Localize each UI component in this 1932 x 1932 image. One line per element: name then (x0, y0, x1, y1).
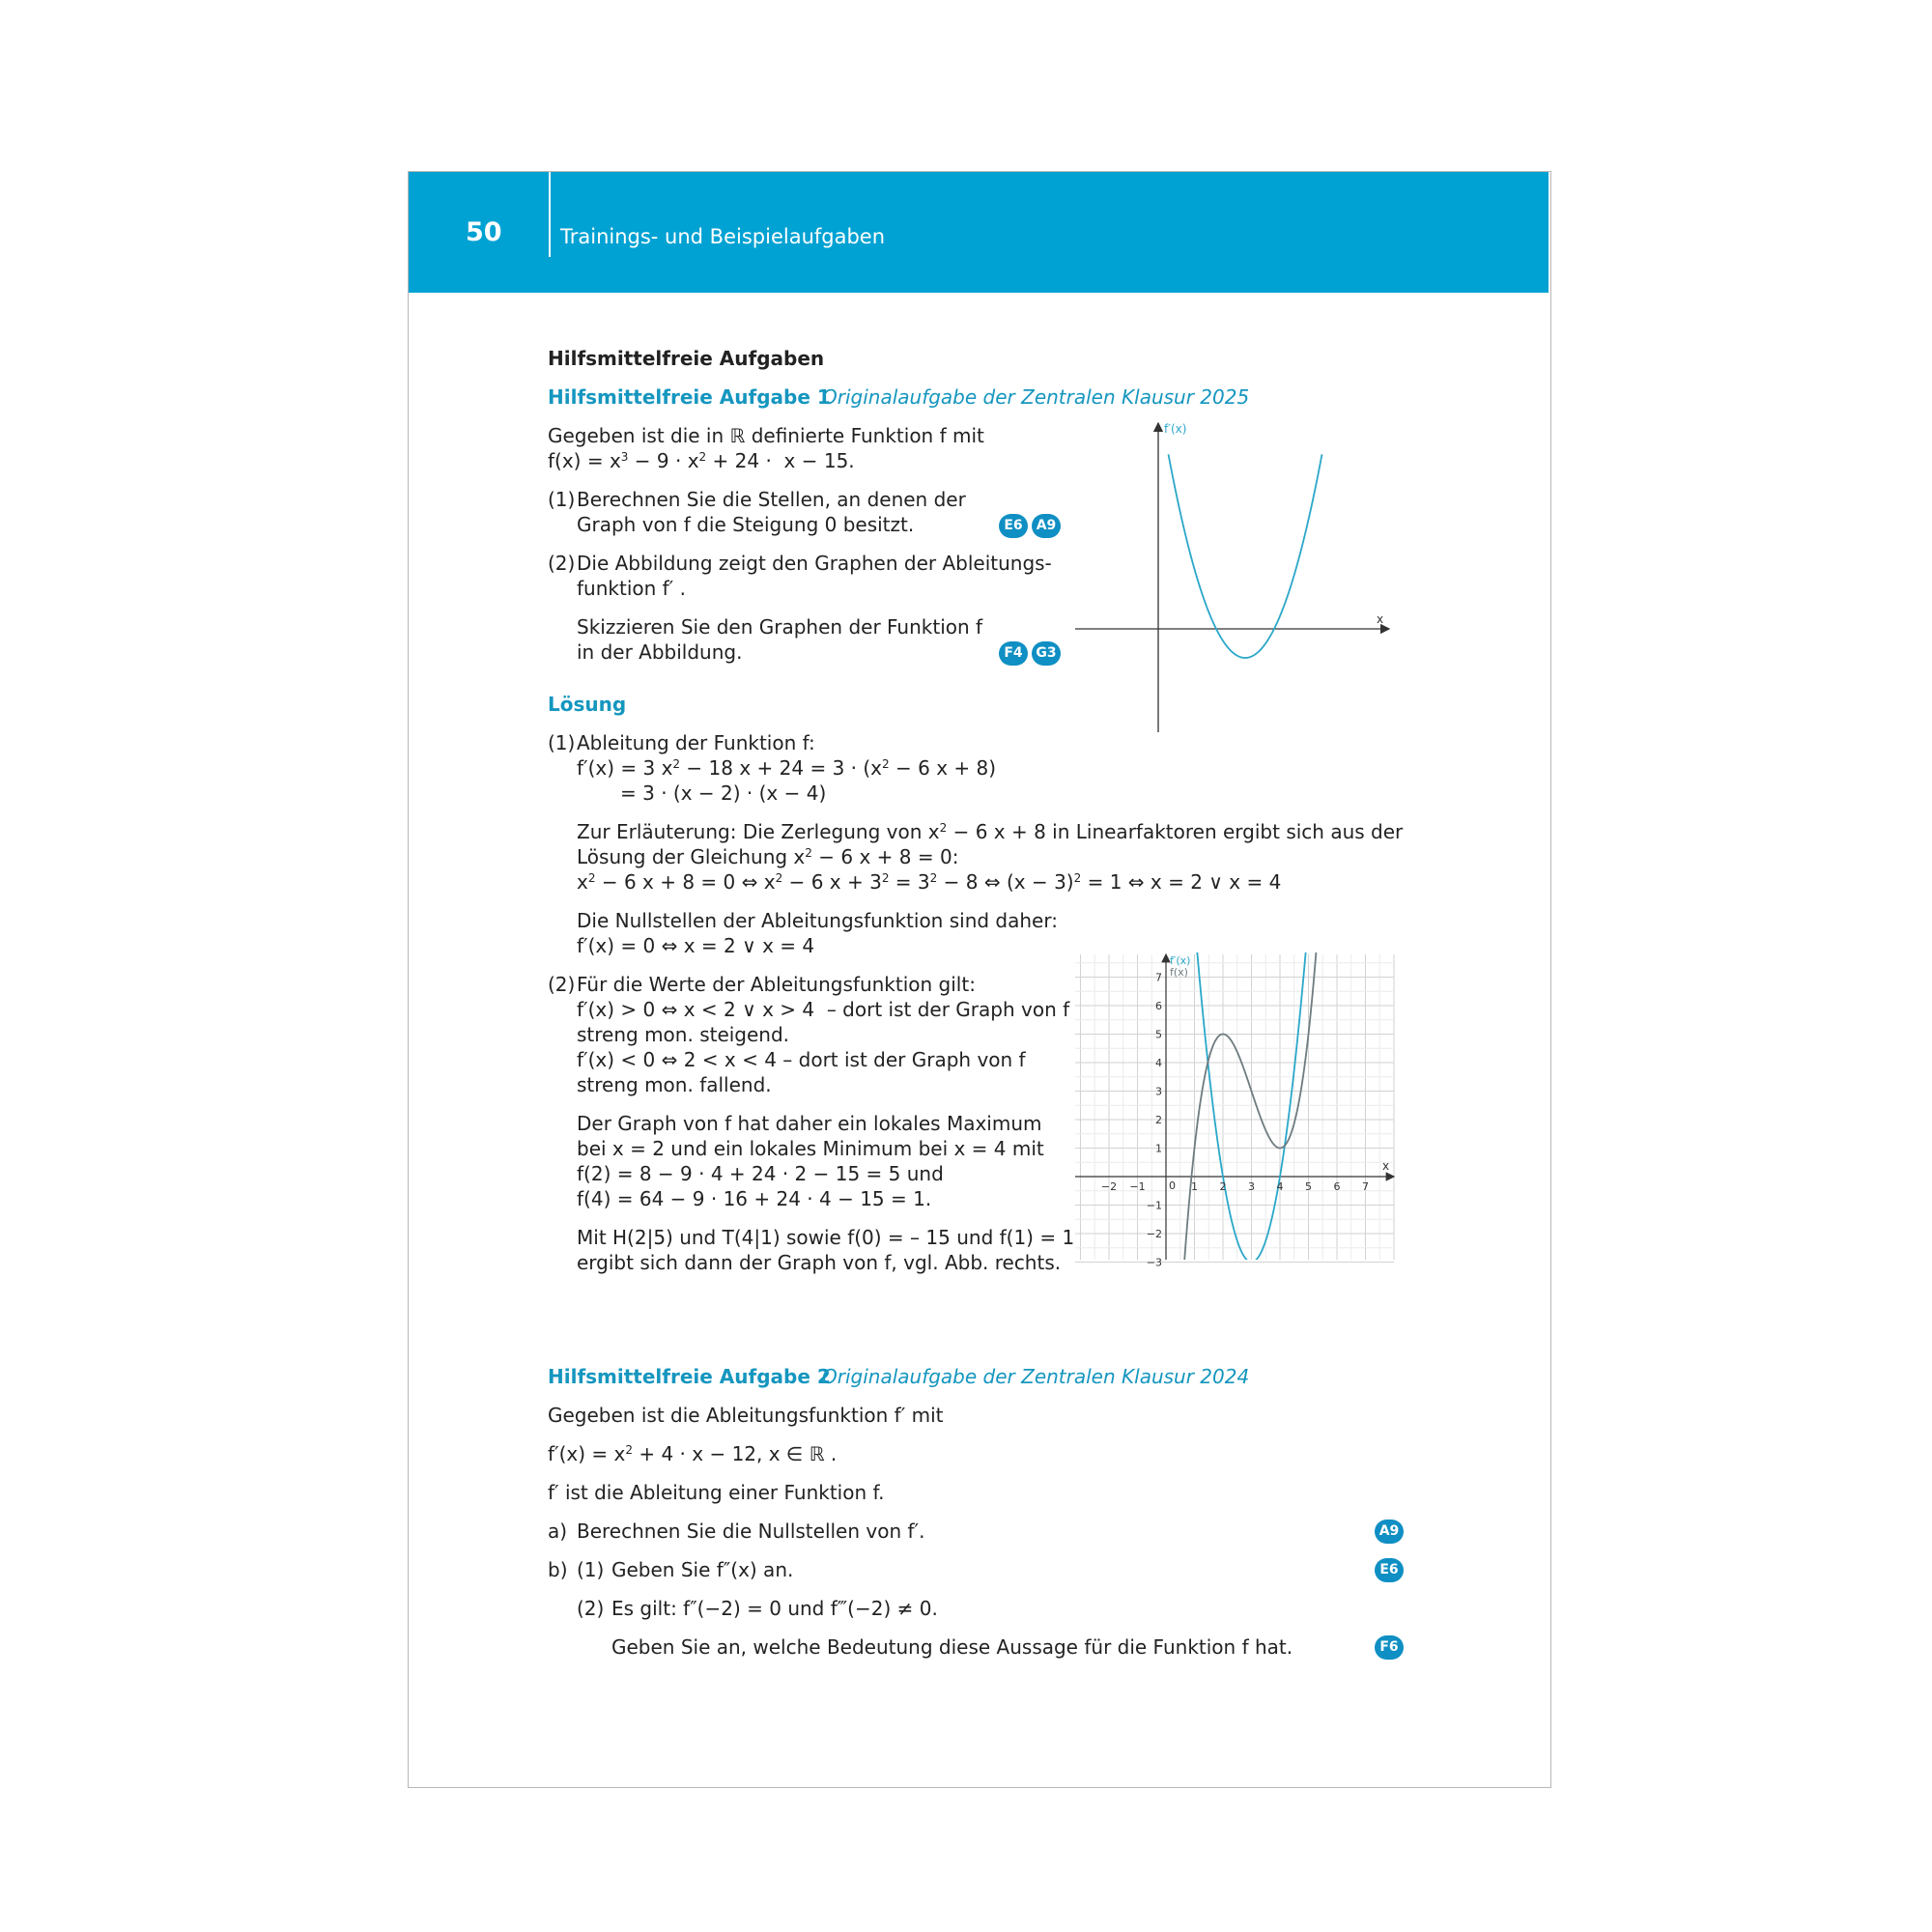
task1-part2-line2: funktion f′ . (577, 577, 686, 600)
task2-b2-text: Es gilt: f″(−2) = 0 und f‴(−2) ≠ 0. (611, 1597, 938, 1620)
task2-b2-number: (2) (577, 1597, 605, 1620)
badge-g3: G3 (1032, 641, 1061, 666)
solution1-zeros1: Die Nullstellen der Ableitungsfunktion sind daher: (577, 909, 1058, 932)
badge-e6-task2: E6 (1375, 1558, 1404, 1582)
x-axis-label: x (1382, 1159, 1390, 1173)
task1-intro: Gegeben ist die in ℝ definierte Funktion f mit (548, 424, 984, 447)
badge-f4: F4 (999, 641, 1028, 666)
task1-part1-line2: Graph von f die Steigung 0 besitzt. (577, 513, 915, 536)
x-tick-label: 4 (1276, 1180, 1284, 1193)
f-label: f(x) (1170, 966, 1188, 979)
solution1-line2: f′(x) = 3 $x^2 - 18$ $x + 24 = 3 \cdot (x^2 - 6$ x + 8) (577, 756, 997, 780)
y-tick-label: 1 (1155, 1142, 1162, 1155)
task2-line3: f′ ist die Ableitung einer Funktion f. (548, 1481, 885, 1504)
x-axis-label: x (1377, 612, 1384, 626)
task1-part1-line1: Berechnen Sie die Stellen, an denen der (577, 488, 966, 511)
solution1-explanation1: Zur Erläuterung: Die Zerlegung von $x^2 - 6$ x + 8 in Linearfaktoren ergibt sich aus der (577, 820, 1404, 843)
header-bar (409, 172, 1548, 293)
solution1-explanation3: $x^2 - 6$ x + 8 = 0 ⇔ $x^2 - 6$ $x + 3^2 = 3^2 - 8$ ⇔ $(x - 3)^2 = 1$ ⇔ x = 2 ∨ x = 4 (577, 870, 1282, 894)
derivative-graph (1075, 418, 1394, 737)
badge-e6: E6 (999, 514, 1028, 538)
task2-source: Originalaufgabe der Zentralen Klausur 2024 (822, 1365, 1250, 1388)
header-divider (549, 172, 551, 257)
task1-part1-number: (1) (548, 488, 576, 511)
y-tick-label: 6 (1155, 1000, 1162, 1012)
y-tick-label: −2 (1146, 1228, 1162, 1240)
solution2-line8: f(2) = 8 − 9 · 4 + 24 · 2 − 15 = 5 und (577, 1162, 944, 1185)
task2-b2-text2: Geben Sie an, welche Bedeutung diese Aussage für die Funktion f hat. (611, 1635, 1293, 1659)
badge-f6-task2: F6 (1375, 1635, 1404, 1660)
task1-part2-number: (2) (548, 552, 576, 575)
task2-b1-number: (1) (577, 1558, 605, 1581)
task2-title: Hilfsmittelfreie Aufgabe 2 (548, 1365, 831, 1388)
task2-line1: Gegeben ist die Ableitungsfunktion f′ mit (548, 1404, 944, 1427)
fprime-label: f′(x) (1170, 954, 1191, 967)
page-number: 50 (466, 217, 502, 247)
solution-graph (1075, 952, 1404, 1266)
y-tick-label: 7 (1155, 971, 1162, 984)
badge-a9-task2: A9 (1375, 1520, 1404, 1544)
x-tick-label: 1 (1191, 1180, 1198, 1193)
task2-b1-text: Geben Sie f″(x) an. (611, 1558, 794, 1581)
solution2-line1: Für die Werte der Ableitungsfunktion gilt: (577, 973, 976, 996)
y-tick-label: 3 (1155, 1085, 1162, 1098)
task1-part2-line3: Skizzieren Sie den Graphen der Funktion f (577, 615, 983, 639)
solution2-line3: streng mon. steigend. (577, 1023, 790, 1046)
solution2-line11: ergibt sich dann der Graph von f, vgl. Abb. rechts. (577, 1251, 1062, 1274)
solution2-line7: bei x = 2 und ein lokales Minimum bei x = 4 mit (577, 1137, 1044, 1160)
solution1-line1: Ableitung der Funktion f: (577, 731, 815, 754)
solution2-line5: streng mon. fallend. (577, 1073, 772, 1096)
solution2-line6: Der Graph von f hat daher ein lokales Maximum (577, 1112, 1042, 1135)
solution1-number: (1) (548, 731, 576, 754)
x-tick-label: 5 (1305, 1180, 1312, 1193)
solution2-number: (2) (548, 973, 576, 996)
task2-a-label: a) (548, 1520, 568, 1543)
solution1-line3: = 3 · (x − 2) · (x − 4) (620, 781, 827, 805)
y-tick-label: 2 (1155, 1114, 1162, 1126)
task1-title: Hilfsmittelfreie Aufgabe 1 (548, 385, 831, 409)
derivative-curve (1169, 454, 1322, 658)
task2-line2: $f'(x) = x^2 + 4 \cdot x - 12$, x ∈ ℝ . (548, 1442, 838, 1465)
y-tick-label: 4 (1155, 1057, 1162, 1069)
x-tick-label: −2 (1100, 1180, 1118, 1193)
solution2-line9: f(4) = 64 − 9 · 16 + 24 · 4 − 15 = 1. (577, 1187, 932, 1210)
page (408, 171, 1551, 1788)
x-tick-label: 2 (1219, 1180, 1227, 1193)
y-tick-label: 5 (1155, 1028, 1162, 1041)
task1-part2-line4: in der Abbildung. (577, 640, 743, 664)
fprime-label: f′(x) (1164, 422, 1187, 436)
solution1-zeros2: f′(x) = 0 ⇔ x = 2 ∨ x = 4 (577, 934, 815, 957)
task1-part2-line1: Die Abbildung zeigt den Graphen der Ableitungs- (577, 552, 1052, 575)
origin-label: 0 (1169, 1179, 1176, 1192)
y-tick-label: −1 (1146, 1199, 1162, 1212)
task2-b-label: b) (548, 1558, 568, 1581)
solution-title: Lösung (548, 693, 627, 716)
y-tick-label: −3 (1146, 1256, 1162, 1266)
header-title: Trainings- und Beispielaufgaben (560, 225, 886, 248)
x-tick-label: 3 (1248, 1180, 1255, 1193)
grid (1075, 952, 1404, 1263)
solution2-line10: Mit H(2|5) und T(4|1) sowie f(0) = – 15 und f(1) = 1 (577, 1226, 1075, 1249)
task2-a-text: Berechnen Sie die Nullstellen von f′. (577, 1520, 925, 1543)
task1-source: Originalaufgabe der Zentralen Klausur 2025 (822, 385, 1250, 409)
task1-function: $f(x) = x^3 - 9 \cdot x^2 + 24 \cdot x - 15$. (548, 449, 855, 472)
solution2-line4: f′(x) < 0 ⇔ 2 < x < 4 – dort ist der Graph von f (577, 1048, 1026, 1071)
solution2-line2: f′(x) > 0 ⇔ x < 2 ∨ x > 4 – dort ist der Graph von f (577, 998, 1070, 1021)
section-title: Hilfsmittelfreie Aufgaben (548, 347, 825, 370)
x-tick-label: −1 (1129, 1180, 1146, 1193)
x-tick-label: 6 (1333, 1180, 1341, 1193)
solution1-explanation2: Lösung der Gleichung $x^2 - 6$ x + 8 = 0: (577, 845, 959, 868)
x-tick-label: 7 (1362, 1180, 1369, 1193)
badge-a9: A9 (1032, 514, 1061, 538)
